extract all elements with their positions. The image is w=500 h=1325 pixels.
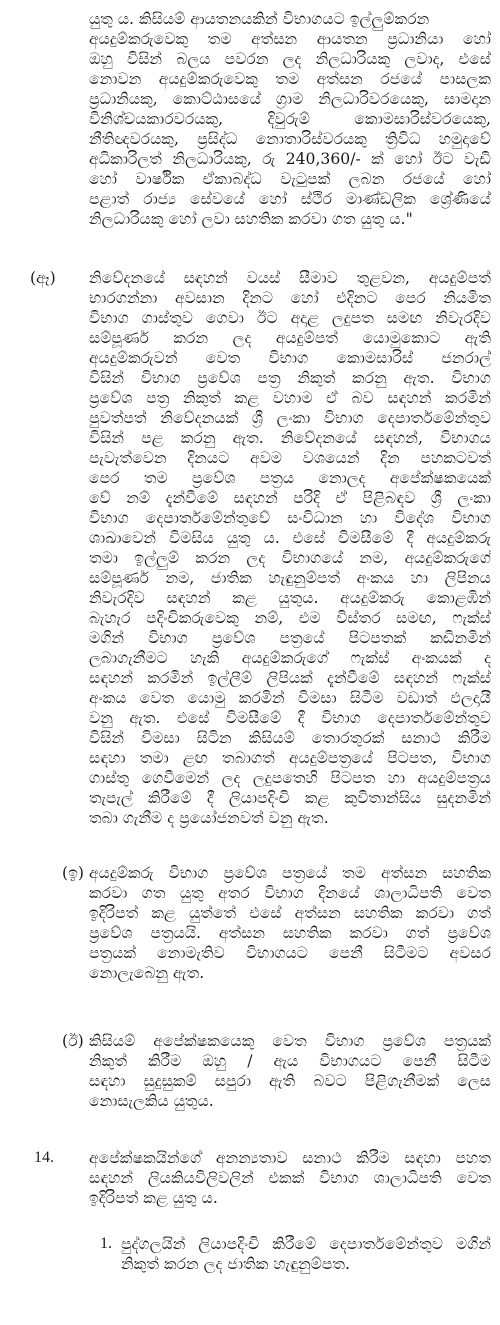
paragraph-line: සම්පූර්ණ නම, ජාතික හැඳුනුම්පත් අංකය හා ලිපිනය bbox=[89, 569, 491, 587]
paragraph-line: ප්‍රවේශ පත්‍ර නිකුත් කළ වහාම ඒ බව සඳහන් කරමින් bbox=[89, 389, 491, 407]
paragraph-line: විනිශ්චයකාරවරයකු, දිවුරුම් කොමසාරිස්වරයෙකු, bbox=[89, 110, 491, 128]
list-item-line: නිකුත් කරන ලද ජාතික හැඳුනුම්පත. bbox=[121, 1255, 351, 1273]
paragraph-line: සඳහා තමා ළඟ තබාගත් අයදුම්පත්‍රයේ පිටපත, විභාග bbox=[89, 749, 491, 767]
paragraph-line: ඉදිරිපත් කළ යුතු ය. bbox=[89, 1189, 218, 1207]
continued-paragraph bbox=[0, 0, 500, 230]
paragraph-line: අධිකාරිලත් නිලධාරියකු, රු 240,360/- ක් හෝ ඊට වැඩි bbox=[89, 150, 491, 168]
paragraph-line: නොලැබෙනු ඇත. bbox=[89, 964, 205, 982]
paragraph-line: විසින් විභාග ප්‍රවේශ පත්‍ර නිකුත් කරනු ඇත. විභාග bbox=[89, 369, 491, 387]
paragraph-i bbox=[0, 863, 500, 993]
paragraph-ae bbox=[0, 268, 500, 838]
paragraph-line: පුවත්පත් නිවේදනයක් ශ්‍රී ලංකා විභාග දෙපාර්තමේන්තුව bbox=[89, 409, 491, 427]
paragraph-line: අපේක්ෂකයින්ගේ අනන්‍යතාව සනාථ කිරීම සඳහා පහත bbox=[89, 1149, 491, 1167]
paragraph-line: තැපැල් කිරීමේ දී ලියාපදිංචි කළ කුවිතාන්සිය සුදනමින් bbox=[89, 789, 491, 807]
paragraph-line: අයදුම්කරුවන් වෙත විභාග කොමසාරිස් ජනරාල් bbox=[89, 349, 491, 367]
paragraph-line: තමා ඉල්ලුම් කරන ලද විභාගයේ නම, අයදුම්කරුගේ bbox=[89, 549, 491, 567]
paragraph-line: කරවා ගත යුතු අතර විභාග දිනයේ ශාලාධිපති වෙත bbox=[89, 884, 491, 902]
paragraph-line: ලබාගැනීමට හැකි අයදුම්කරුගේ ෆැක්ස් අංකයක් ද bbox=[89, 649, 491, 667]
paragraph-line: පළාත් රාජ්‍ය සේවයේ හෝ ස්ථිර මාණ්ඩලික ශ්‍රේණියේ bbox=[89, 190, 491, 208]
list-item bbox=[0, 1234, 500, 1282]
paragraph-line: වේ නම් දැන්වීමේ සඳහන් පරිදි ඒ පිළිබඳව ශ්‍රී ලංකා bbox=[89, 489, 491, 507]
paragraph-line: ඔහු විසින් බලය පවරන ලද නිලධාරියකු ලවාද, එසේ bbox=[89, 50, 491, 68]
paragraph-line: විසින් විමසා සිටින කිසියම් තොරතුරක් සනාථ කිරීම bbox=[89, 729, 491, 747]
paragraph-line: අයදුම්කරු විභාග ප්‍රවේශ පත්‍රයේ තම අත්සන සහතික bbox=[89, 864, 491, 882]
paragraph-line: සඳහා සුදුසුකම් සපුරා ඇති බවට පිළිගැනීමක් ලෙස bbox=[89, 1072, 491, 1090]
paragraph-marker: (ඉ) bbox=[62, 864, 84, 882]
paragraph-line: නිලධාරියකු හෝ ලවා සහතික කරවා ගත යුතු ය." bbox=[89, 210, 413, 228]
paragraph-line: පැවැත්වෙන දිනයට අවම වශයෙන් දින පහකටවත් bbox=[89, 449, 491, 467]
paragraph-line: නිවැරදිව සඳහන් කළ යුතුය. අයදුම්කරු කොළඹින් bbox=[89, 589, 491, 607]
list-item-line: පුද්ගලයින් ලියාපදිංචි කිරීමේ දෙපාර්තමේන්තුව මගින් bbox=[121, 1235, 491, 1253]
paragraph-marker: (ඊ) bbox=[62, 1032, 84, 1050]
paragraph-line: සම්පූර්ණ කරන ලද අයදුම්පත් යොමුකොට ඇති bbox=[89, 329, 491, 347]
paragraph-line: සඳහන් ලියකියවිලිවලින් එකක් විභාග ශාලාධිපති වෙත bbox=[89, 1169, 491, 1187]
paragraph-ii bbox=[0, 1031, 500, 1121]
paragraph-line: විභාග දෙපාර්තමේන්තුවේ සංවිධාන හා විදේශ විභාග bbox=[89, 509, 491, 527]
paragraph-line: කිසියම් අපේක්ෂකයෙකු වෙත විභාග ප්‍රවේශ පත්‍රයක් bbox=[89, 1032, 491, 1050]
paragraph-line: යුතු ය. කිසියම් ආයතනයකින් විභාගයට ඉල්ලුම්කරන bbox=[89, 10, 430, 28]
paragraph-line: ශාඛාවෙන් විමසිය යුතු ය. එසේ විමසීමේ දී අයදුම්කරු bbox=[89, 529, 491, 547]
paragraph-line: මගින් විභාග ප්‍රවේශ පත්‍රයේ පිටපතක් කඩිනමින් bbox=[89, 629, 491, 647]
paragraph-line: භාරගන්නා අවසාන දිනට හෝ එදිනට පෙර නියමිත bbox=[89, 289, 491, 307]
paragraph-line: හෝ වාර්ෂික ඒකාබද්ධ වැටුපක් ලබන රජයේ හෝ bbox=[89, 170, 491, 188]
paragraph-line: පත්‍රයක් නොමැතිව විභාගයට පෙනී සිටීමට අවසර bbox=[89, 944, 491, 962]
paragraph-line: නීතිඥවරයකු, ප්‍රසිද්ධ නොතාරිස්වරයකු ත්‍රිවිධ හමුදාවේ bbox=[89, 130, 491, 148]
paragraph-line: නොවන අයදුම්කරුවෙකු තම අත්සන රජයේ පාසලක bbox=[89, 70, 491, 88]
paragraph-line: වනු ඇත. එසේ විමසීමේ දී විභාග දෙපාර්තමේන්තුව bbox=[89, 709, 491, 727]
section-14 bbox=[0, 1148, 500, 1218]
paragraph-line: ගාස්තු ගෙවීමෙන් ලද ලදුපතෙහි පිටපත හා අයදුම්පත්‍රය bbox=[89, 769, 491, 787]
paragraph-line: නිවේදනයේ සඳහන් වයස් සීමාව තුළවන, අයදුම්පත් bbox=[89, 269, 491, 287]
paragraph-line: නොසැලකිය යුතුය. bbox=[89, 1092, 214, 1110]
paragraph-line: විභාග ගාස්තුව ගෙවා ඊට අදාළ ලදුපත සමඟ නිවැරදිව bbox=[89, 309, 491, 327]
section-number: 14. bbox=[34, 1149, 54, 1166]
paragraph-line: බැහැර පදිංචිකරුවෙකු නම්, එම විස්තර සමඟ, ෆැක්ස් bbox=[89, 609, 491, 627]
paragraph-line: අයදුම්කරුවෙකු තම අත්සන ආයතන ප්‍රධානියා හෝ bbox=[89, 30, 491, 48]
paragraph-marker: (ඈ) bbox=[30, 269, 56, 287]
paragraph-line: සඳහන් කරමින් ඉල්ලීම් ලිපියක් දැන්වීමේ සඳහන් ෆැක්ස් bbox=[89, 669, 491, 687]
paragraph-line: පෙර තම ප්‍රවේශ පත්‍රය නොලද අපේක්ෂකයෙක් bbox=[89, 469, 491, 487]
paragraph-line: ඉදිරිපත් කළ යුත්තේ එසේ අත්සන සහතික කරවා ගත් bbox=[89, 904, 491, 922]
paragraph-line: අංකය වෙත යොමු කරමින් විමසා සිටීම වඩාත් ඵලදායී bbox=[89, 689, 491, 707]
list-item-number: 1. bbox=[100, 1235, 112, 1252]
paragraph-line: තබා ගැනීම ද ප්‍රයෝජනවත් වනු ඇත. bbox=[89, 809, 329, 827]
paragraph-line: නිකුත් කිරීම ඔහු / ඇය විභාගයට පෙනී සිටීම bbox=[89, 1052, 491, 1070]
paragraph-line: විසින් පළ කරනු ඇත. නිවේදනයේ සඳහන්, විභාගය bbox=[89, 429, 491, 447]
paragraph-line: ප්‍රවේශ පත්‍රයයි. අත්සන සහතික කරවා ගත් ප්‍රවේශ bbox=[89, 924, 491, 942]
paragraph-line: ප්‍රධානියකු, කොට්ඨාසයේ ග්‍රාම නිලධාරිවරයෙකු, සාමදාන bbox=[89, 90, 491, 108]
